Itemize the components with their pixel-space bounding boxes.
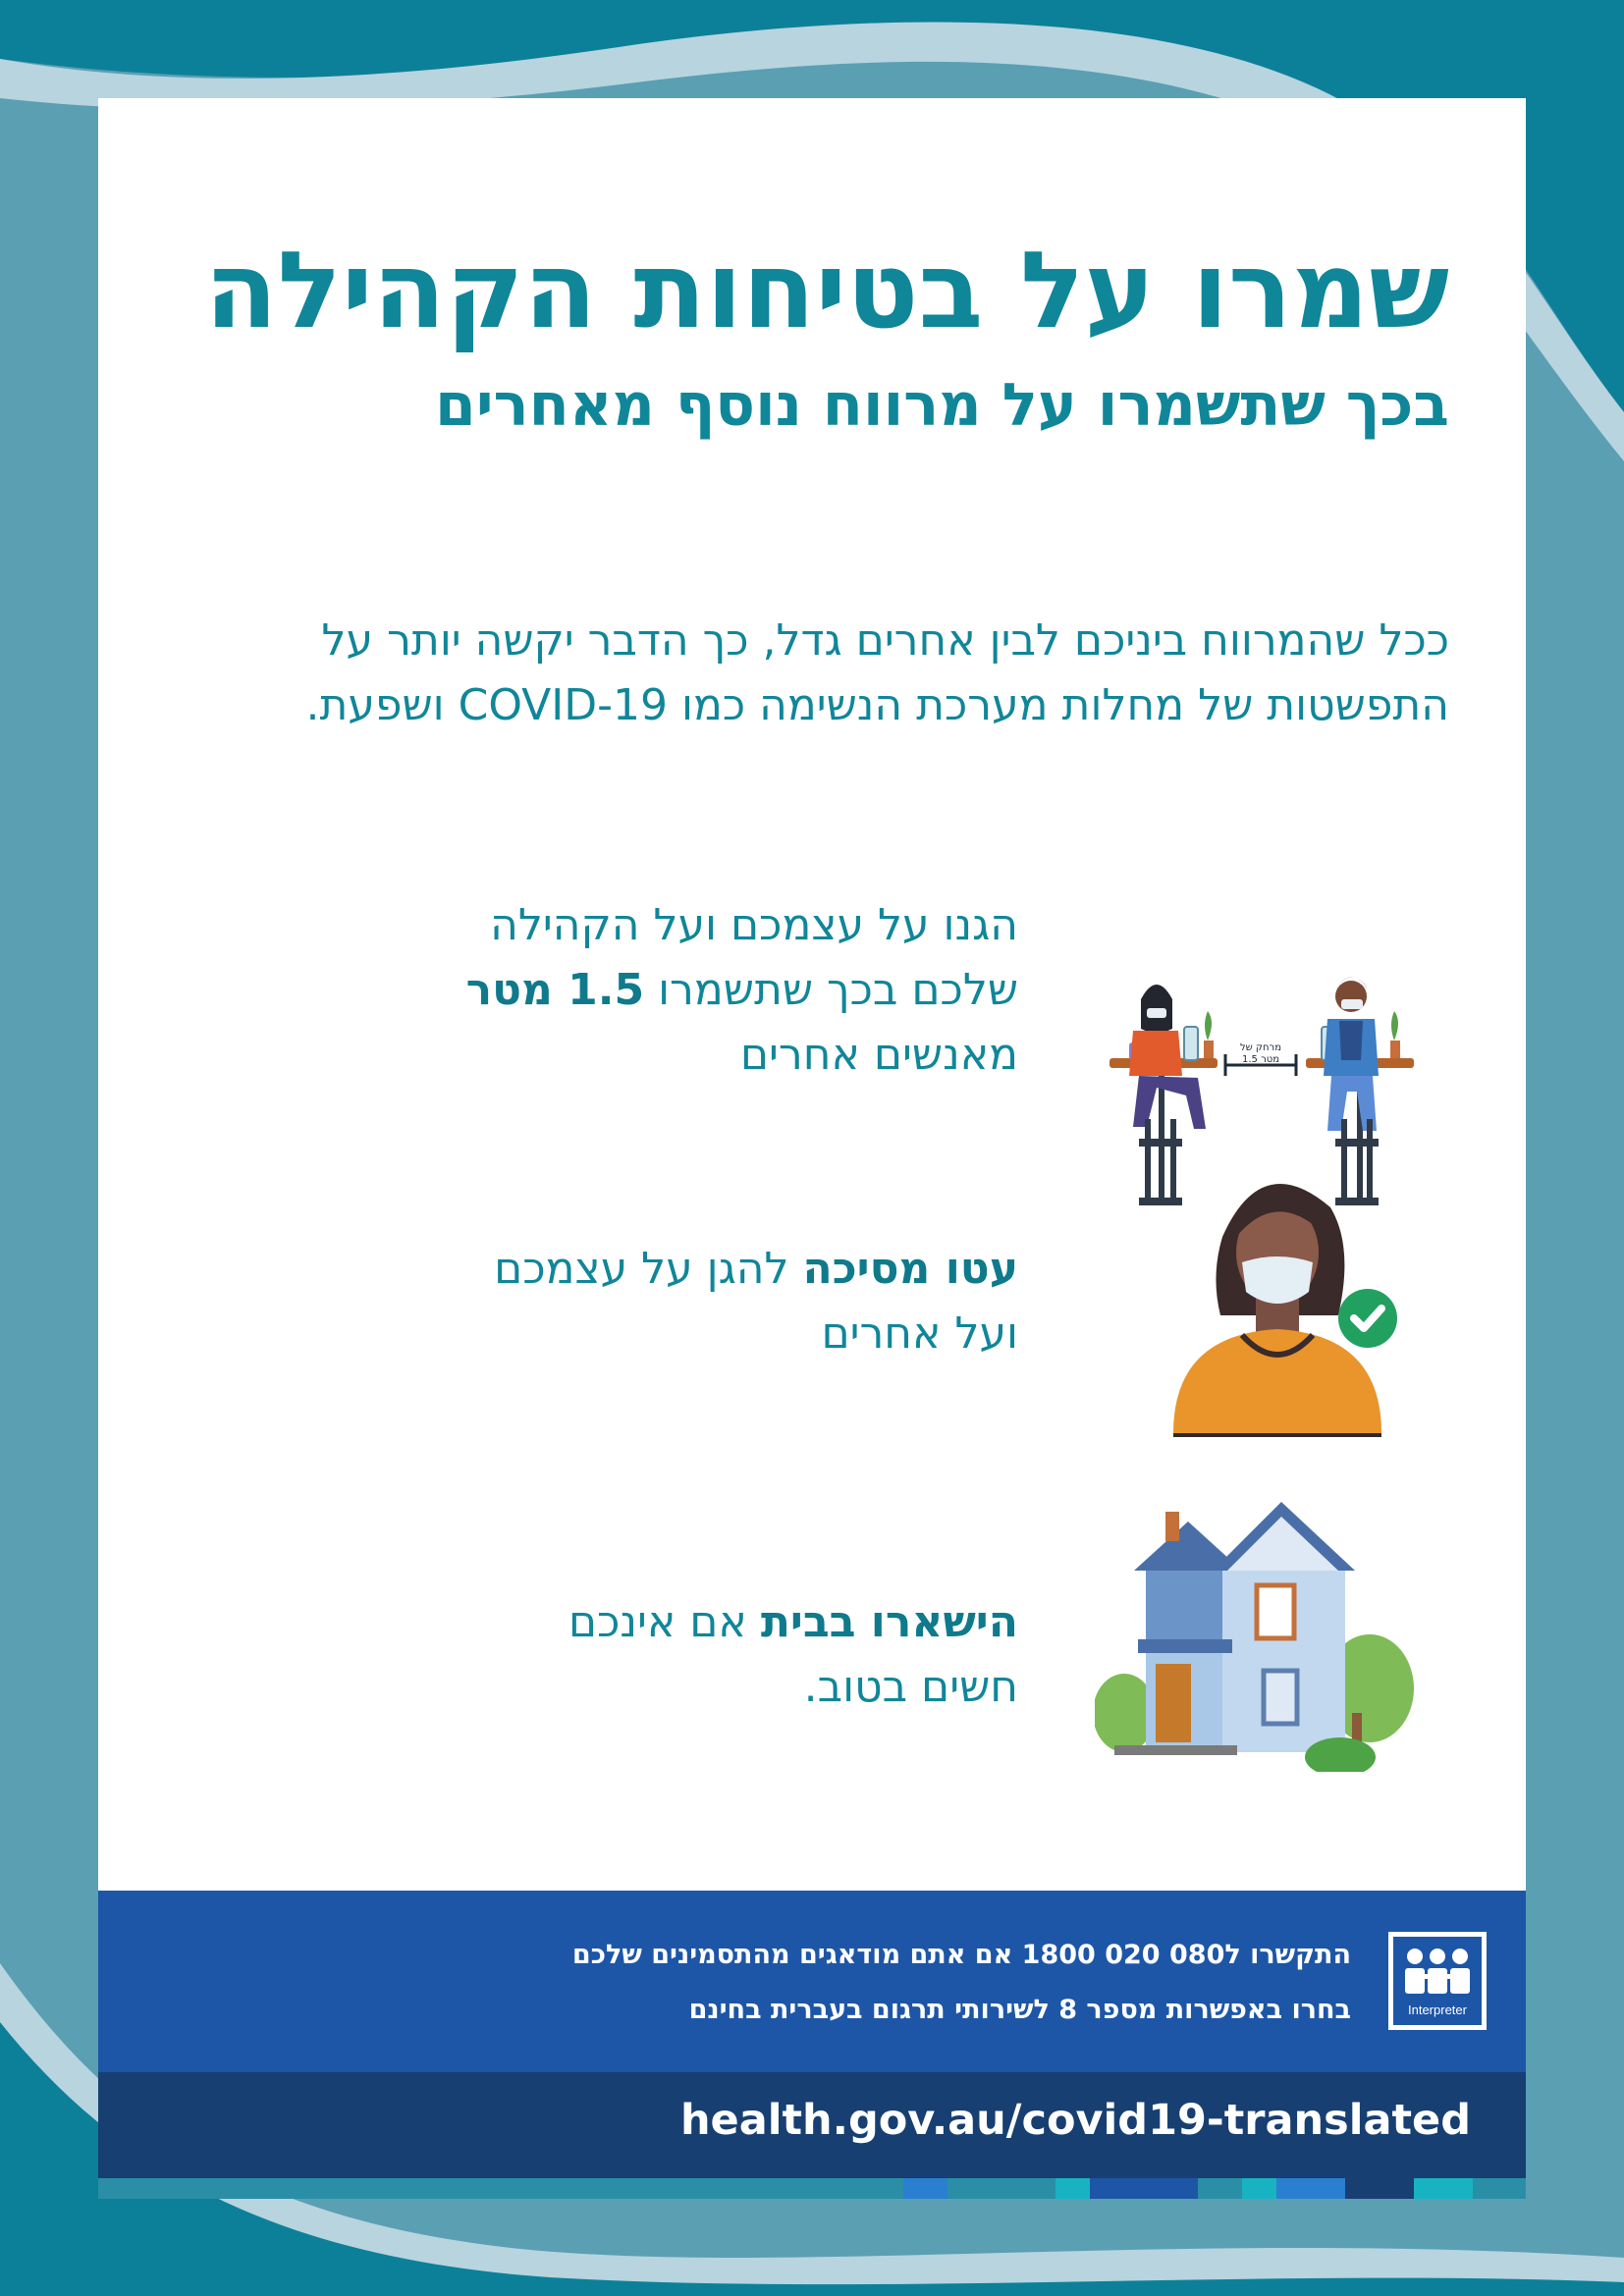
interpreter-label: Interpreter [1408, 2002, 1467, 2017]
two-people-at-tables-icon [1100, 874, 1424, 1207]
call-line-1: התקשרו ל080 020 1800 אם אתם מודאגים מהתסמינים שלכם [571, 1940, 1351, 1970]
footer-stripe [98, 2178, 1526, 2199]
stay-home-text: הישארו בבית אם אינכם חשים בטוב. [568, 1597, 1018, 1712]
distancing-text: הגנו על עצמכם ועל הקהילה שלכם בכך שתשמרו 1.5 מטר מאנשים אחרים [465, 900, 1018, 1080]
check-circle-icon [1328, 1279, 1407, 1358]
page-subtitle: בכך שתשמרו על מרווח נוסף מאחרים [435, 371, 1449, 440]
page-title: שמרו על בטיחות הקהילה [204, 230, 1449, 352]
mask-text: עטו מסיכה להגן על עצמכם ועל אחרים [494, 1244, 1018, 1359]
svg-text:מרחק של: מרחק של [1239, 1042, 1282, 1053]
intro-paragraph: ככל שהמרווח ביניכם לבין אחרים גדל, כך הדבר יקשה יותר על התפשטות של מחלות מערכת הנשימה כמו COVID-19 ושפעת. [305, 615, 1449, 730]
health-website-link[interactable]: health.gov.au/covid19-translated [679, 2096, 1471, 2145]
footer-url-band [98, 2072, 1526, 2178]
footer-call-band [98, 1891, 1526, 2072]
call-line-2: בחרו באפשרות מספר 8 לשירותי תרגום בעברית בחינם [688, 1995, 1351, 2025]
svg-text:1.5 מטר: 1.5 מטר [1241, 1054, 1280, 1065]
house-icon [1095, 1492, 1419, 1772]
poster-card [98, 98, 1526, 2199]
interpreter-icon [1388, 1932, 1487, 2030]
